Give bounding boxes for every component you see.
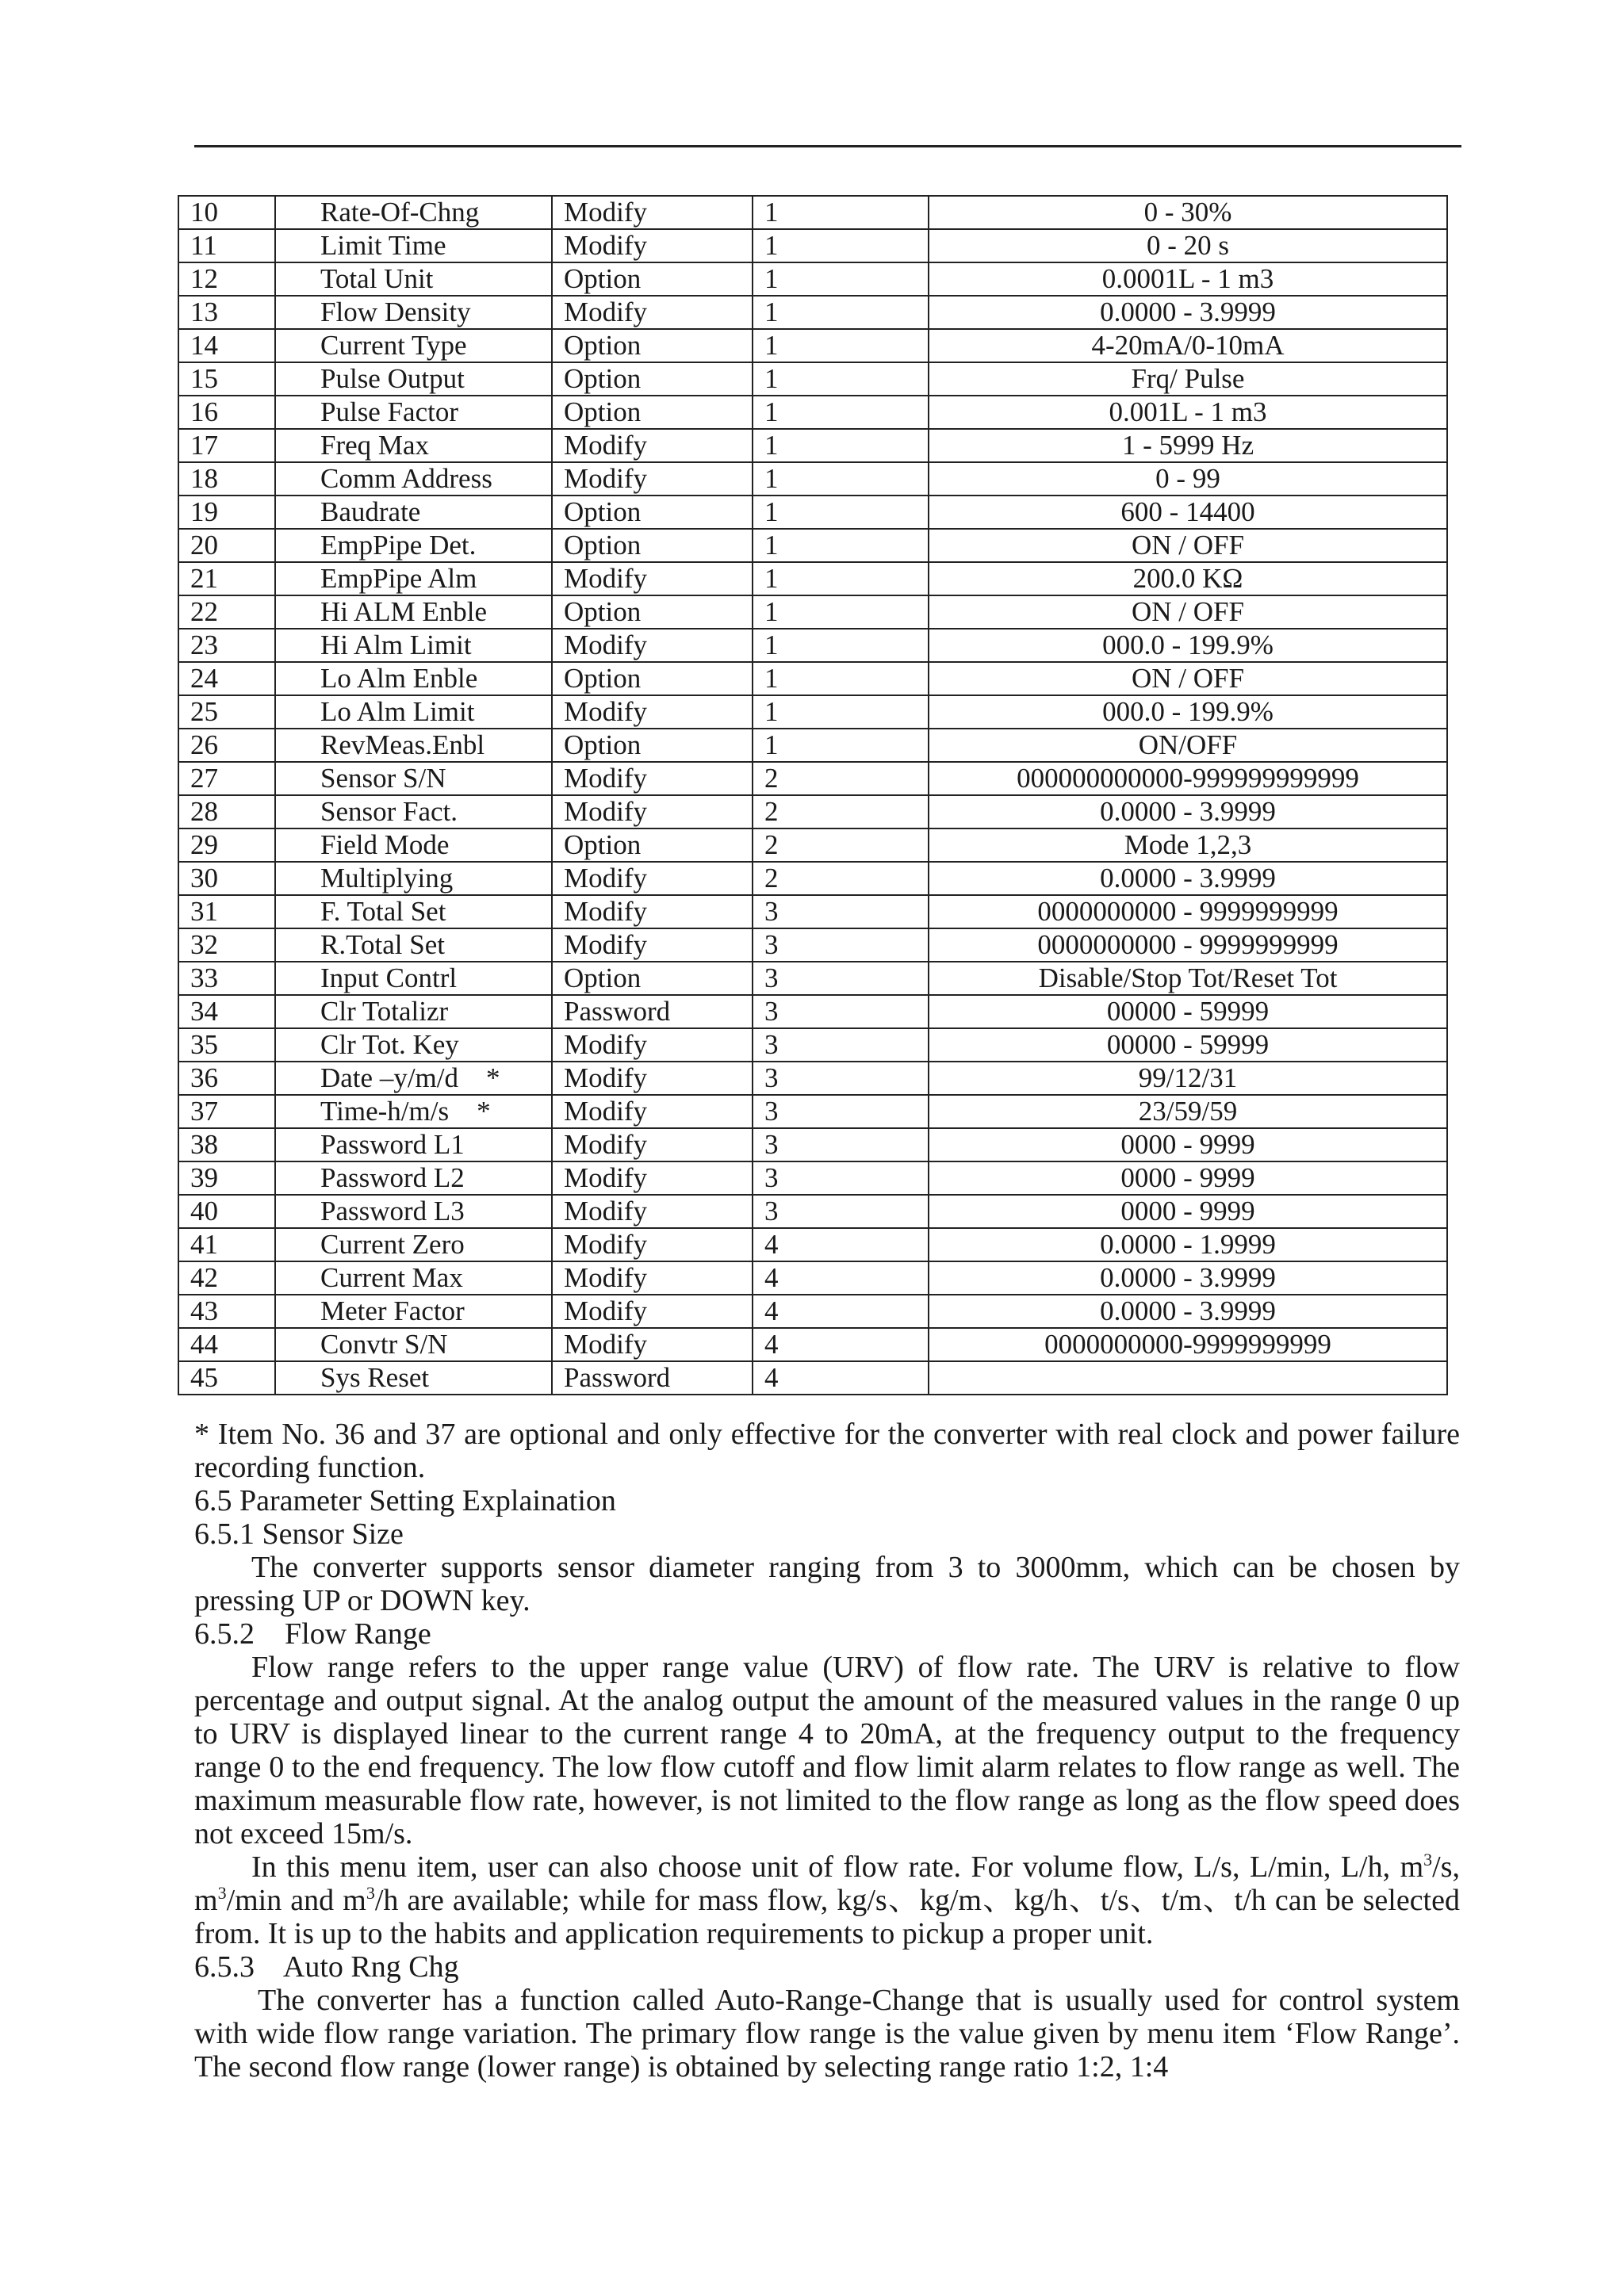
- table-row: [178, 695, 1447, 729]
- cell-item-number: 41: [178, 1228, 275, 1261]
- cell-parameter-range: 0.0000 - 3.9999: [929, 862, 1447, 895]
- cell-parameter-name: Flow Density: [275, 296, 552, 329]
- cell-password-level: 1: [753, 462, 929, 496]
- cell-parameter-range: 000.0 - 199.9%: [929, 695, 1447, 729]
- table-row: [178, 496, 1447, 529]
- cell-item-number: 16: [178, 396, 275, 429]
- cell-item-number: 31: [178, 895, 275, 928]
- superscript-3: 3: [1423, 1850, 1433, 1869]
- cell-item-number: 36: [178, 1062, 275, 1095]
- cell-item-number: 37: [178, 1095, 275, 1128]
- table-row: [178, 429, 1447, 462]
- section-heading-6-5-3: 6.5.3 Auto Rng Chg: [194, 1950, 459, 1984]
- table-row: [178, 1161, 1447, 1195]
- cell-setting-type: Modify: [552, 229, 753, 262]
- cell-password-level: 1: [753, 595, 929, 629]
- cell-setting-type: Option: [552, 262, 753, 296]
- table-row: [178, 1328, 1447, 1361]
- cell-parameter-range: 0.0000 - 3.9999: [929, 1295, 1447, 1328]
- table-row: [178, 729, 1447, 762]
- table-row: [178, 562, 1447, 595]
- header-rule: [194, 145, 1461, 147]
- cell-parameter-name: Clr Tot. Key: [275, 1028, 552, 1062]
- cell-parameter-name: Sensor Fact.: [275, 795, 552, 828]
- cell-setting-type: Modify: [552, 1161, 753, 1195]
- cell-parameter-range: Disable/Stop Tot/Reset Tot: [929, 962, 1447, 995]
- cell-parameter-range: 0.0000 - 3.9999: [929, 795, 1447, 828]
- cell-password-level: 2: [753, 828, 929, 862]
- cell-parameter-name: Sensor S/N: [275, 762, 552, 795]
- paragraph-sensor-size: The converter supports sensor diameter ranging from 3 to 3000mm, which can be chosen by pressing UP or DOWN key.: [194, 1551, 1460, 1617]
- cell-parameter-name: Sys Reset: [275, 1361, 552, 1395]
- cell-setting-type: Modify: [552, 562, 753, 595]
- cell-setting-type: Modify: [552, 1128, 753, 1161]
- cell-parameter-name: Baudrate: [275, 496, 552, 529]
- table-row: [178, 662, 1447, 695]
- cell-parameter-range: 0000 - 9999: [929, 1195, 1447, 1228]
- cell-parameter-name: Current Max: [275, 1261, 552, 1295]
- cell-password-level: 3: [753, 995, 929, 1028]
- cell-parameter-range: 99/12/31: [929, 1062, 1447, 1095]
- cell-parameter-name: Rate-Of-Chng: [275, 196, 552, 229]
- paragraph-flow-range-1: Flow range refers to the upper range value (URV) of flow rate. The URV is relative to flow percentage and output signal. At the analog output the amount of the measured values in the range 0 up to URV is displayed linear to the current range 4 to 20mA, at the frequency output to the frequency range 0 to the end frequency. The low flow cutoff and flow limit alarm relates to flow range as well. The maximum measurable flow rate, however, is not limited to the flow range as long as the flow speed does not exceed 15m/s.: [194, 1651, 1460, 1850]
- cell-parameter-range: 23/59/59: [929, 1095, 1447, 1128]
- cell-parameter-name: R.Total Set: [275, 928, 552, 962]
- cell-parameter-name: Limit Time: [275, 229, 552, 262]
- cell-password-level: 1: [753, 629, 929, 662]
- section-heading-6-5: 6.5 Parameter Setting Explaination: [194, 1484, 616, 1517]
- section-heading-6-5-2: 6.5.2 Flow Range: [194, 1617, 431, 1651]
- table-row: [178, 229, 1447, 262]
- cell-setting-type: Modify: [552, 1328, 753, 1361]
- section-heading-6-5-1: 6.5.1 Sensor Size: [194, 1517, 404, 1551]
- cell-parameter-range: 0 - 99: [929, 462, 1447, 496]
- cell-item-number: 26: [178, 729, 275, 762]
- cell-parameter-name: Date –y/m/d *: [275, 1062, 552, 1095]
- cell-parameter-name: Freq Max: [275, 429, 552, 462]
- cell-parameter-name: Password L2: [275, 1161, 552, 1195]
- cell-parameter-range: 0.001L - 1 m3: [929, 396, 1447, 429]
- cell-setting-type: Modify: [552, 629, 753, 662]
- cell-parameter-name: RevMeas.Enbl: [275, 729, 552, 762]
- flow-range-2-part-b: /s, m: [194, 1850, 1460, 1917]
- cell-setting-type: Modify: [552, 795, 753, 828]
- cell-password-level: 4: [753, 1261, 929, 1295]
- cell-password-level: 1: [753, 262, 929, 296]
- cell-password-level: 1: [753, 496, 929, 529]
- cell-parameter-range: 0.0000 - 1.9999: [929, 1228, 1447, 1261]
- cell-item-number: 39: [178, 1161, 275, 1195]
- cell-parameter-name: Hi ALM Enble: [275, 595, 552, 629]
- cell-parameter-range: Frq/ Pulse: [929, 362, 1447, 396]
- table-row: [178, 529, 1447, 562]
- cell-item-number: 38: [178, 1128, 275, 1161]
- footnote: * Item No. 36 and 37 are optional and only effective for the converter with real clock and power failure recording function.: [194, 1418, 1460, 1484]
- cell-parameter-name: Field Mode: [275, 828, 552, 862]
- table-row: [178, 1361, 1447, 1395]
- table-row: [178, 196, 1447, 229]
- cell-parameter-range: 0.0001L - 1 m3: [929, 262, 1447, 296]
- cell-setting-type: Modify: [552, 762, 753, 795]
- cell-password-level: 4: [753, 1228, 929, 1261]
- cell-item-number: 30: [178, 862, 275, 895]
- cell-parameter-range: ON / OFF: [929, 662, 1447, 695]
- cell-setting-type: Option: [552, 396, 753, 429]
- cell-password-level: 1: [753, 562, 929, 595]
- cell-password-level: 3: [753, 928, 929, 962]
- cell-item-number: 33: [178, 962, 275, 995]
- cell-setting-type: Modify: [552, 1261, 753, 1295]
- cell-setting-type: Option: [552, 662, 753, 695]
- cell-setting-type: Modify: [552, 196, 753, 229]
- cell-parameter-range: ON / OFF: [929, 595, 1447, 629]
- paragraph-flow-range-2: [194, 1850, 1460, 1950]
- parameter-table: [178, 195, 1448, 1395]
- cell-item-number: 43: [178, 1295, 275, 1328]
- cell-setting-type: Modify: [552, 695, 753, 729]
- cell-password-level: 3: [753, 1095, 929, 1128]
- cell-password-level: 3: [753, 895, 929, 928]
- cell-password-level: 2: [753, 862, 929, 895]
- cell-parameter-range: 0.0000 - 3.9999: [929, 1261, 1447, 1295]
- table-row: [178, 1028, 1447, 1062]
- table-row: [178, 296, 1447, 329]
- cell-setting-type: Modify: [552, 296, 753, 329]
- cell-item-number: 24: [178, 662, 275, 695]
- cell-password-level: 3: [753, 1028, 929, 1062]
- cell-parameter-name: Comm Address: [275, 462, 552, 496]
- cell-parameter-range: ON / OFF: [929, 529, 1447, 562]
- cell-parameter-name: Current Zero: [275, 1228, 552, 1261]
- cell-parameter-range: 0000000000 - 9999999999: [929, 895, 1447, 928]
- cell-item-number: 42: [178, 1261, 275, 1295]
- cell-item-number: 32: [178, 928, 275, 962]
- cell-setting-type: Option: [552, 362, 753, 396]
- cell-parameter-name: Pulse Output: [275, 362, 552, 396]
- cell-parameter-name: Hi Alm Limit: [275, 629, 552, 662]
- cell-parameter-range: 1 - 5999 Hz: [929, 429, 1447, 462]
- cell-parameter-range: 000.0 - 199.9%: [929, 629, 1447, 662]
- cell-parameter-name: Total Unit: [275, 262, 552, 296]
- cell-item-number: 44: [178, 1328, 275, 1361]
- cell-password-level: 1: [753, 362, 929, 396]
- cell-parameter-range: 0000 - 9999: [929, 1128, 1447, 1161]
- cell-setting-type: Modify: [552, 1028, 753, 1062]
- cell-parameter-name: Current Type: [275, 329, 552, 362]
- cell-item-number: 22: [178, 595, 275, 629]
- cell-setting-type: Option: [552, 729, 753, 762]
- table-row: [178, 1062, 1447, 1095]
- cell-parameter-range: 0000000000 - 9999999999: [929, 928, 1447, 962]
- table-row: [178, 462, 1447, 496]
- cell-password-level: 1: [753, 396, 929, 429]
- table-row: [178, 995, 1447, 1028]
- table-row: [178, 1128, 1447, 1161]
- cell-parameter-name: Password L3: [275, 1195, 552, 1228]
- superscript-3: 3: [366, 1883, 375, 1903]
- table-row: [178, 629, 1447, 662]
- cell-item-number: 17: [178, 429, 275, 462]
- cell-parameter-name: Pulse Factor: [275, 396, 552, 429]
- cell-item-number: 28: [178, 795, 275, 828]
- cell-parameter-range: 4-20mA/0-10mA: [929, 329, 1447, 362]
- cell-setting-type: Modify: [552, 1062, 753, 1095]
- cell-parameter-range: 00000 - 59999: [929, 995, 1447, 1028]
- superscript-3: 3: [217, 1883, 227, 1903]
- cell-item-number: 13: [178, 296, 275, 329]
- table-row: [178, 595, 1447, 629]
- parameter-table-body: [178, 196, 1447, 1395]
- body-text: [194, 1418, 1460, 2084]
- cell-parameter-range: 0000000000-9999999999: [929, 1328, 1447, 1361]
- cell-parameter-name: EmpPipe Alm: [275, 562, 552, 595]
- cell-password-level: 3: [753, 1195, 929, 1228]
- cell-setting-type: Option: [552, 828, 753, 862]
- cell-parameter-name: Lo Alm Limit: [275, 695, 552, 729]
- cell-setting-type: Option: [552, 329, 753, 362]
- cell-item-number: 34: [178, 995, 275, 1028]
- cell-password-level: 3: [753, 962, 929, 995]
- table-row: [178, 1228, 1447, 1261]
- cell-setting-type: Password: [552, 1361, 753, 1395]
- cell-parameter-range: 0.0000 - 3.9999: [929, 296, 1447, 329]
- flow-range-2-part-d: /h are available; while for mass flow, kg/s、kg/m、kg/h、t/s、t/m、t/h can be selected from. It is up to the habits and application requirements to pickup a proper unit.: [194, 1884, 1460, 1950]
- cell-item-number: 23: [178, 629, 275, 662]
- table-row: [178, 1295, 1447, 1328]
- cell-parameter-range: 0 - 30%: [929, 196, 1447, 229]
- cell-password-level: 1: [753, 196, 929, 229]
- cell-setting-type: Option: [552, 962, 753, 995]
- cell-parameter-range: ON/OFF: [929, 729, 1447, 762]
- cell-setting-type: Modify: [552, 862, 753, 895]
- paragraph-auto-range: The converter has a function called Auto-Range-Change that is usually used for control system with wide flow range variation. The primary flow range is the value given by menu item ‘Flow Range’. The second flow range (lower range) is obtained by selecting range ratio 1:2, 1:4: [194, 1984, 1460, 2084]
- cell-parameter-range: 00000 - 59999: [929, 1028, 1447, 1062]
- cell-item-number: 25: [178, 695, 275, 729]
- table-row: [178, 928, 1447, 962]
- table-row: [178, 362, 1447, 396]
- cell-password-level: 1: [753, 695, 929, 729]
- cell-setting-type: Modify: [552, 928, 753, 962]
- cell-parameter-name: F. Total Set: [275, 895, 552, 928]
- cell-parameter-range: [929, 1361, 1447, 1395]
- cell-parameter-range: 0 - 20 s: [929, 229, 1447, 262]
- cell-item-number: 20: [178, 529, 275, 562]
- cell-setting-type: Password: [552, 995, 753, 1028]
- cell-parameter-range: 0000 - 9999: [929, 1161, 1447, 1195]
- cell-item-number: 10: [178, 196, 275, 229]
- table-row: [178, 762, 1447, 795]
- cell-password-level: 1: [753, 296, 929, 329]
- cell-item-number: 35: [178, 1028, 275, 1062]
- cell-password-level: 1: [753, 529, 929, 562]
- cell-parameter-name: Multiplying: [275, 862, 552, 895]
- cell-item-number: 14: [178, 329, 275, 362]
- cell-setting-type: Modify: [552, 1295, 753, 1328]
- cell-parameter-range: 200.0 KΩ: [929, 562, 1447, 595]
- cell-item-number: 19: [178, 496, 275, 529]
- cell-parameter-name: Input Contrl: [275, 962, 552, 995]
- table-row: [178, 1095, 1447, 1128]
- cell-item-number: 11: [178, 229, 275, 262]
- table-row: [178, 862, 1447, 895]
- cell-password-level: 1: [753, 662, 929, 695]
- cell-parameter-range: 000000000000-999999999999: [929, 762, 1447, 795]
- cell-setting-type: Modify: [552, 1095, 753, 1128]
- table-row: [178, 396, 1447, 429]
- cell-password-level: 1: [753, 729, 929, 762]
- cell-parameter-name: Convtr S/N: [275, 1328, 552, 1361]
- table-row: [178, 795, 1447, 828]
- cell-item-number: 40: [178, 1195, 275, 1228]
- cell-parameter-name: Time-h/m/s *: [275, 1095, 552, 1128]
- cell-parameter-name: Meter Factor: [275, 1295, 552, 1328]
- table-row: [178, 828, 1447, 862]
- cell-item-number: 45: [178, 1361, 275, 1395]
- cell-setting-type: Modify: [552, 1228, 753, 1261]
- table-row: [178, 962, 1447, 995]
- cell-password-level: 3: [753, 1128, 929, 1161]
- table-row: [178, 329, 1447, 362]
- cell-parameter-name: EmpPipe Det.: [275, 529, 552, 562]
- cell-item-number: 12: [178, 262, 275, 296]
- cell-setting-type: Option: [552, 496, 753, 529]
- cell-password-level: 2: [753, 762, 929, 795]
- table-row: [178, 1261, 1447, 1295]
- cell-password-level: 1: [753, 229, 929, 262]
- table-row: [178, 1195, 1447, 1228]
- cell-parameter-name: Clr Totalizr: [275, 995, 552, 1028]
- cell-password-level: 2: [753, 795, 929, 828]
- cell-password-level: 3: [753, 1062, 929, 1095]
- cell-password-level: 4: [753, 1295, 929, 1328]
- table-row: [178, 895, 1447, 928]
- cell-password-level: 4: [753, 1328, 929, 1361]
- cell-item-number: 18: [178, 462, 275, 496]
- cell-password-level: 4: [753, 1361, 929, 1395]
- cell-item-number: 15: [178, 362, 275, 396]
- cell-item-number: 29: [178, 828, 275, 862]
- cell-setting-type: Option: [552, 529, 753, 562]
- cell-parameter-range: Mode 1,2,3: [929, 828, 1447, 862]
- cell-setting-type: Option: [552, 595, 753, 629]
- cell-item-number: 27: [178, 762, 275, 795]
- cell-password-level: 3: [753, 1161, 929, 1195]
- flow-range-2-part-a: In this menu item, user can also choose unit of flow rate. For volume flow, L/s, L/min, L/h, m: [251, 1850, 1424, 1884]
- cell-setting-type: Modify: [552, 462, 753, 496]
- cell-password-level: 1: [753, 429, 929, 462]
- cell-parameter-range: 600 - 14400: [929, 496, 1447, 529]
- cell-setting-type: Modify: [552, 895, 753, 928]
- cell-parameter-name: Password L1: [275, 1128, 552, 1161]
- flow-range-2-part-c: /min and m: [226, 1884, 366, 1917]
- cell-parameter-name: Lo Alm Enble: [275, 662, 552, 695]
- table-row: [178, 262, 1447, 296]
- cell-item-number: 21: [178, 562, 275, 595]
- cell-setting-type: Modify: [552, 429, 753, 462]
- cell-password-level: 1: [753, 329, 929, 362]
- cell-setting-type: Modify: [552, 1195, 753, 1228]
